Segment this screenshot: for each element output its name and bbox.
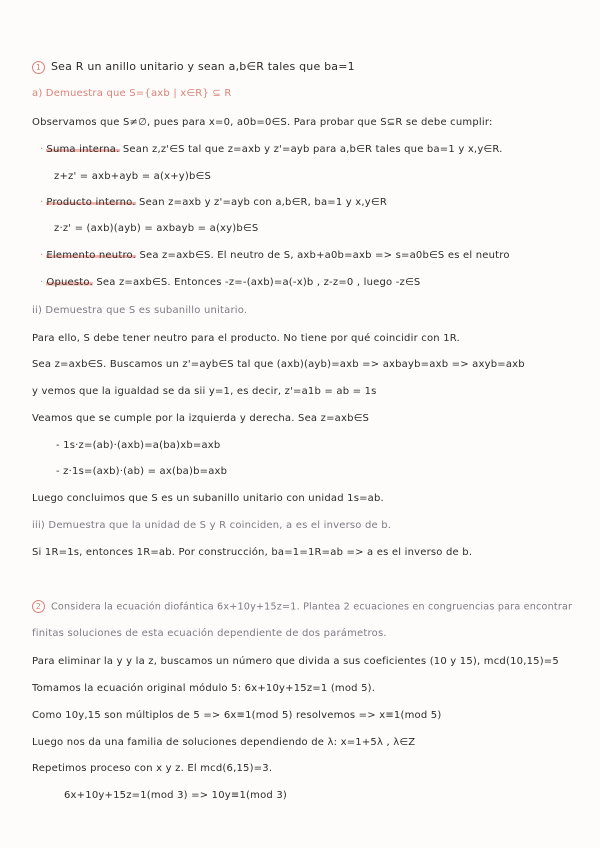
equation-line: - z·1s=(axb)·(ab) = ax(ba)b=axb — [56, 466, 228, 477]
elemento-neutro-label: Elemento neutro. — [46, 250, 137, 261]
problem-1-title: Sea R un anillo unitario y sean a,b∈R tales que ba=1 — [51, 60, 355, 73]
opuesto-label: Opuesto. — [46, 277, 93, 288]
opuesto-text: Sea z=axb∈S. Entonces -z=-(axb)=a(-x)b , z-z=0 , luego -z∈S — [92, 277, 421, 288]
bullet-icon: · — [40, 144, 44, 155]
problem-2-title-cont: finitas soluciones de esta ecuación dependiente de dos parámetros. — [32, 628, 387, 639]
equation-line: z·z' = (axb)(ayb) = axbayb = a(xy)b∈S — [54, 223, 259, 234]
bullet-icon: · — [40, 250, 44, 261]
text-line: Luego concluimos que S es un subanillo unitario con unidad 1s=ab. — [32, 493, 384, 504]
text-line: Si 1R=1s, entonces 1R=ab. Por construcción, ba=1=1R=ab => a es el inverso de b. — [32, 547, 473, 558]
equation-line: - 1s·z=(ab)·(axb)=a(ba)xb=axb — [56, 440, 221, 451]
producto-interno-label: Producto interno. — [46, 197, 136, 208]
suma-interna-line — [40, 144, 503, 155]
problem-number-badge: 1 — [32, 61, 45, 74]
text-line: Observamos que S≠∅, pues para x=0, a0b=0∈S. Para probar que S⊆R se debe cumplir: — [32, 117, 493, 128]
text-line: Luego nos da una familia de soluciones dependiendo de λ: x=1+5λ , λ∈Z — [32, 737, 416, 748]
text-line: Tomamos la ecuación original módulo 5: 6x+10y+15z=1 (mod 5). — [32, 683, 376, 694]
text-line: y vemos que la igualdad se da sii y=1, es decir, z'=a1b = ab = 1s — [32, 386, 377, 397]
elemento-neutro-text: Sea z=axb∈S. El neutro de S, axb+a0b=axb => s=a0b∈S es el neutro — [136, 250, 510, 261]
elemento-neutro-line — [40, 250, 510, 261]
problem-2-title: Considera la ecuación diofántica 6x+10y+15z=1. Plantea 2 ecuaciones en congruencias para encontrar — [51, 601, 573, 613]
producto-interno-text: Sean z=axb y z'=ayb con a,b∈R, ba=1 y x,y∈R — [135, 197, 387, 208]
equation-line: z+z' = axb+ayb = a(x+y)b∈S — [54, 171, 212, 182]
text-line: Veamos que se cumple por la izquierda y derecha. Sea z=axb∈S — [32, 413, 370, 424]
problem-number-badge: 2 — [32, 600, 45, 613]
opuesto-line — [40, 277, 420, 288]
text-line: Para eliminar la y y la z, buscamos un número que divida a sus coeficientes (10 y 15), mcd(10,15)=5 — [32, 656, 559, 667]
text-line: Repetimos proceso con x y z. El mcd(6,15)=3. — [32, 763, 273, 774]
suma-interna-label: Suma interna. — [46, 144, 120, 155]
bullet-icon: · — [40, 197, 44, 208]
problem-1-heading — [32, 60, 355, 74]
equation-line: 6x+10y+15z=1(mod 3) => 10y≡1(mod 3) — [64, 790, 287, 801]
problem-2-heading — [32, 600, 572, 613]
bullet-icon: · — [40, 277, 44, 288]
suma-interna-text: Sean z,z'∈S tal que z=axb y z'=ayb para a,b∈R tales que ba=1 y x,y∈R. — [119, 144, 503, 155]
producto-interno-line — [40, 197, 387, 208]
text-line: Para ello, S debe tener neutro para el producto. No tiene por qué coincidir con 1R. — [32, 333, 460, 344]
part-a-label: a) Demuestra que S={axb | x∈R} ⊆ R — [32, 88, 232, 99]
part-iii-label: iii) Demuestra que la unidad de S y R coinciden, a es el inverso de b. — [32, 520, 392, 531]
text-line: Sea z=axb∈S. Buscamos un z'=ayb∈S tal que (axb)(ayb)=axb => axbayb=axb => axyb=axb — [32, 359, 525, 370]
part-ii-label: ii) Demuestra que S es subanillo unitario. — [32, 305, 248, 316]
text-line: Como 10y,15 son múltiplos de 5 => 6x≡1(mod 5) resolvemos => x≡1(mod 5) — [32, 710, 442, 721]
